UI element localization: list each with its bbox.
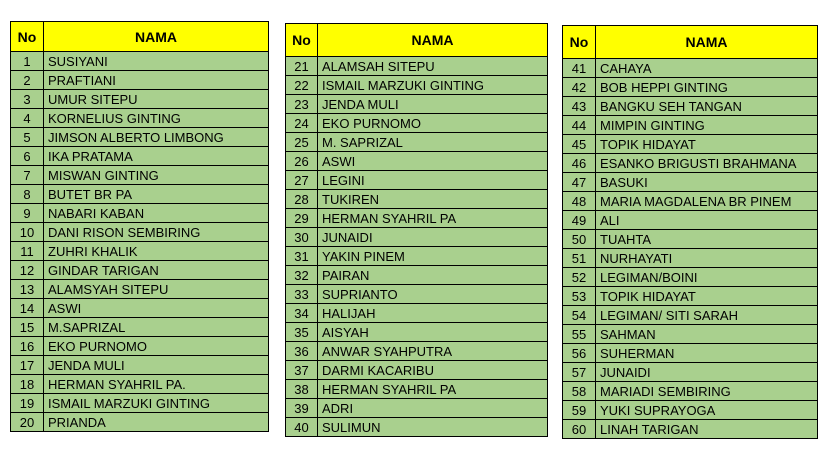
row-name: MIMPIN GINTING — [596, 116, 818, 135]
table-row — [11, 223, 269, 242]
table-row — [286, 152, 548, 171]
row-name: ALAMSYAH SITEPU — [44, 280, 269, 299]
row-name: ANWAR SYAHPUTRA — [318, 342, 548, 361]
row-number: 20 — [11, 413, 44, 432]
table-header-row — [286, 24, 548, 57]
table-row — [563, 135, 818, 154]
row-name: NURHAYATI — [596, 249, 818, 268]
row-number: 15 — [11, 318, 44, 337]
names-table-2 — [285, 23, 548, 437]
row-number: 2 — [11, 71, 44, 90]
table-row — [563, 401, 818, 420]
row-name: ASWI — [318, 152, 548, 171]
row-number: 31 — [286, 247, 318, 266]
row-name: KORNELIUS GINTING — [44, 109, 269, 128]
table-row — [563, 268, 818, 287]
names-table-3 — [562, 25, 818, 439]
column-header-nama: NAMA — [44, 22, 269, 52]
table-row — [563, 173, 818, 192]
row-number: 26 — [286, 152, 318, 171]
row-number: 42 — [563, 78, 596, 97]
row-number: 19 — [11, 394, 44, 413]
row-number: 60 — [563, 420, 596, 439]
table-row — [11, 413, 269, 432]
table-row — [11, 204, 269, 223]
row-number: 43 — [563, 97, 596, 116]
row-number: 33 — [286, 285, 318, 304]
row-number: 57 — [563, 363, 596, 382]
table-header-row — [563, 26, 818, 59]
row-name: ALAMSAH SITEPU — [318, 57, 548, 76]
table-row — [286, 190, 548, 209]
table-row — [286, 323, 548, 342]
row-name: GINDAR TARIGAN — [44, 261, 269, 280]
row-number: 52 — [563, 268, 596, 287]
table-row — [563, 287, 818, 306]
row-number: 47 — [563, 173, 596, 192]
row-name: TOPIK HIDAYAT — [596, 135, 818, 154]
table-row — [563, 363, 818, 382]
row-number: 24 — [286, 114, 318, 133]
table-row — [286, 418, 548, 437]
row-number: 54 — [563, 306, 596, 325]
row-name: JENDA MULI — [44, 356, 269, 375]
column-header-no: No — [563, 26, 596, 59]
table-row — [563, 420, 818, 439]
row-name: HERMAN SYAHRIL PA — [318, 380, 548, 399]
table-row — [11, 318, 269, 337]
row-name: BOB HEPPI GINTING — [596, 78, 818, 97]
row-name: JENDA MULI — [318, 95, 548, 114]
table-row — [563, 59, 818, 78]
row-number: 55 — [563, 325, 596, 344]
row-number: 53 — [563, 287, 596, 306]
row-name: ZUHRI KHALIK — [44, 242, 269, 261]
row-number: 7 — [11, 166, 44, 185]
row-number: 48 — [563, 192, 596, 211]
table-row — [563, 249, 818, 268]
row-name: ASWI — [44, 299, 269, 318]
table-row — [11, 394, 269, 413]
row-number: 21 — [286, 57, 318, 76]
row-number: 40 — [286, 418, 318, 437]
table-row — [563, 325, 818, 344]
table-row — [11, 71, 269, 90]
row-number: 46 — [563, 154, 596, 173]
table-row — [563, 344, 818, 363]
row-name: SUPRIANTO — [318, 285, 548, 304]
row-number: 56 — [563, 344, 596, 363]
table-row — [11, 52, 269, 71]
row-name: SAHMAN — [596, 325, 818, 344]
table-row — [286, 285, 548, 304]
row-name: BUTET BR PA — [44, 185, 269, 204]
row-name: ISMAIL MARZUKI GINTING — [318, 76, 548, 95]
table-row — [286, 57, 548, 76]
names-table-1 — [10, 21, 269, 432]
row-name: LEGIMAN/BOINI — [596, 268, 818, 287]
row-number: 51 — [563, 249, 596, 268]
row-name: JUNAIDI — [318, 228, 548, 247]
table-row — [286, 342, 548, 361]
row-name: LEGIMAN/ SITI SARAH — [596, 306, 818, 325]
row-name: NABARI KABAN — [44, 204, 269, 223]
row-name: JIMSON ALBERTO LIMBONG — [44, 128, 269, 147]
row-number: 9 — [11, 204, 44, 223]
row-number: 41 — [563, 59, 596, 78]
row-name: ALI — [596, 211, 818, 230]
row-number: 6 — [11, 147, 44, 166]
column-header-no: No — [11, 22, 44, 52]
row-number: 38 — [286, 380, 318, 399]
row-number: 45 — [563, 135, 596, 154]
row-name: PRIANDA — [44, 413, 269, 432]
row-number: 5 — [11, 128, 44, 147]
table-row — [286, 380, 548, 399]
row-number: 30 — [286, 228, 318, 247]
column-header-no: No — [286, 24, 318, 57]
row-name: BASUKI — [596, 173, 818, 192]
table-row — [286, 304, 548, 323]
column-header-nama: NAMA — [596, 26, 818, 59]
row-number: 1 — [11, 52, 44, 71]
row-name: LEGINI — [318, 171, 548, 190]
table-row — [563, 192, 818, 211]
table-row — [286, 266, 548, 285]
row-name: EKO PURNOMO — [318, 114, 548, 133]
table-row — [286, 76, 548, 95]
row-number: 10 — [11, 223, 44, 242]
row-number: 12 — [11, 261, 44, 280]
row-name: ESANKO BRIGUSTI BRAHMANA — [596, 154, 818, 173]
row-name: HERMAN SYAHRIL PA. — [44, 375, 269, 394]
row-number: 18 — [11, 375, 44, 394]
table-row — [11, 356, 269, 375]
row-name: YAKIN PINEM — [318, 247, 548, 266]
row-name: BANGKU SEH TANGAN — [596, 97, 818, 116]
row-name: LINAH TARIGAN — [596, 420, 818, 439]
table-row — [11, 166, 269, 185]
table-row — [286, 209, 548, 228]
table-row — [563, 78, 818, 97]
row-name: PRAFTIANI — [44, 71, 269, 90]
row-name: TUKIREN — [318, 190, 548, 209]
row-number: 22 — [286, 76, 318, 95]
table-row — [563, 211, 818, 230]
row-name: TUAHTA — [596, 230, 818, 249]
row-number: 4 — [11, 109, 44, 128]
table-row — [11, 90, 269, 109]
table-row — [286, 171, 548, 190]
row-name: TOPIK HIDAYAT — [596, 287, 818, 306]
row-name: JUNAIDI — [596, 363, 818, 382]
table-row — [563, 154, 818, 173]
row-number: 39 — [286, 399, 318, 418]
row-name: DANI RISON SEMBIRING — [44, 223, 269, 242]
row-name: YUKI SUPRAYOGA — [596, 401, 818, 420]
table-row — [11, 337, 269, 356]
row-name: ADRI — [318, 399, 548, 418]
row-name: MARIADI SEMBIRING — [596, 382, 818, 401]
table-row — [563, 230, 818, 249]
row-name: M. SAPRIZAL — [318, 133, 548, 152]
table-row — [11, 280, 269, 299]
column-header-nama: NAMA — [318, 24, 548, 57]
row-number: 50 — [563, 230, 596, 249]
row-name: CAHAYA — [596, 59, 818, 78]
table-row — [286, 247, 548, 266]
table-row — [286, 114, 548, 133]
table-row — [11, 109, 269, 128]
table-row — [286, 228, 548, 247]
table-row — [11, 261, 269, 280]
table-row — [563, 116, 818, 135]
row-name: PAIRAN — [318, 266, 548, 285]
row-number: 14 — [11, 299, 44, 318]
table-row — [11, 128, 269, 147]
row-name: HERMAN SYAHRIL PA — [318, 209, 548, 228]
table-row — [11, 147, 269, 166]
row-number: 58 — [563, 382, 596, 401]
row-name: AISYAH — [318, 323, 548, 342]
row-number: 28 — [286, 190, 318, 209]
row-number: 3 — [11, 90, 44, 109]
table-row — [286, 95, 548, 114]
table-row — [286, 399, 548, 418]
row-number: 29 — [286, 209, 318, 228]
row-number: 25 — [286, 133, 318, 152]
table-row — [286, 133, 548, 152]
row-number: 35 — [286, 323, 318, 342]
row-number: 37 — [286, 361, 318, 380]
row-name: SUSIYANI — [44, 52, 269, 71]
table-row — [286, 361, 548, 380]
row-number: 49 — [563, 211, 596, 230]
row-name: EKO PURNOMO — [44, 337, 269, 356]
row-name: ISMAIL MARZUKI GINTING — [44, 394, 269, 413]
row-name: SUHERMAN — [596, 344, 818, 363]
row-name: M.SAPRIZAL — [44, 318, 269, 337]
row-name: IKA PRATAMA — [44, 147, 269, 166]
row-number: 11 — [11, 242, 44, 261]
table-row — [11, 185, 269, 204]
table-row — [11, 299, 269, 318]
row-number: 44 — [563, 116, 596, 135]
row-name: HALIJAH — [318, 304, 548, 323]
row-name: UMUR SITEPU — [44, 90, 269, 109]
row-number: 23 — [286, 95, 318, 114]
table-row — [563, 382, 818, 401]
row-number: 32 — [286, 266, 318, 285]
row-name: MARIA MAGDALENA BR PINEM — [596, 192, 818, 211]
row-number: 13 — [11, 280, 44, 299]
table-header-row — [11, 22, 269, 52]
row-number: 34 — [286, 304, 318, 323]
row-name: DARMI KACARIBU — [318, 361, 548, 380]
row-number: 16 — [11, 337, 44, 356]
table-row — [11, 375, 269, 394]
row-number: 8 — [11, 185, 44, 204]
row-name: SULIMUN — [318, 418, 548, 437]
row-number: 59 — [563, 401, 596, 420]
row-number: 27 — [286, 171, 318, 190]
row-number: 17 — [11, 356, 44, 375]
row-number: 36 — [286, 342, 318, 361]
row-name: MISWAN GINTING — [44, 166, 269, 185]
table-row — [563, 306, 818, 325]
table-row — [563, 97, 818, 116]
table-row — [11, 242, 269, 261]
